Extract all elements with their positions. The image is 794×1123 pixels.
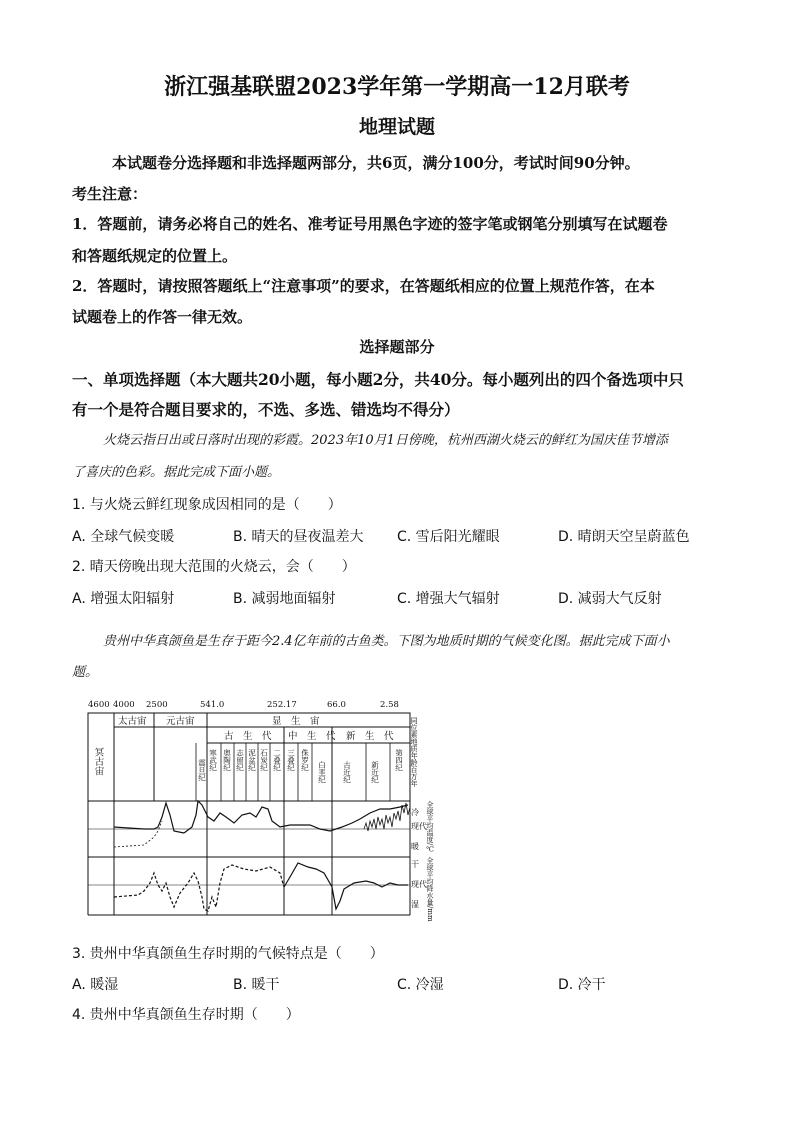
exam-title: 浙江强基联盟2023学年第一学期高一12月联考 xyxy=(164,74,630,100)
age-label-2500: 2500 xyxy=(146,700,168,710)
period-permian: 二叠纪 xyxy=(272,749,282,772)
notice-item-2-line-1: 2．答题时，请按照答题纸上“注意事项”的要求，在答题纸相应的位置上规范作答，在本 xyxy=(72,277,655,295)
temp-axis-label: 全球平均温度/℃ xyxy=(426,801,434,854)
question-1-option-a[interactable]: A. 全球气候变暖 xyxy=(72,529,175,545)
question-2-option-c[interactable]: C. 增强大气辐射 xyxy=(397,591,500,607)
climate-change-figure xyxy=(84,697,454,927)
temperature-curve xyxy=(114,803,184,833)
era-cenozoic-label: 新 生 代 xyxy=(346,731,394,742)
passage-2-line-2: 题。 xyxy=(72,665,99,680)
notice-label: 考生注意： xyxy=(72,185,148,203)
eon-phanerozoic-label: 显 生 宙 xyxy=(272,716,320,727)
period-triassic: 三叠纪 xyxy=(286,749,296,772)
eon-proterozoic-label: 元古宙 xyxy=(166,716,195,727)
question-3-stem: 3. 贵州中华真颌鱼生存时期的气候特点是（ ） xyxy=(72,946,384,962)
question-3-option-a[interactable]: A. 暖湿 xyxy=(72,977,119,993)
period-carboniferous: 石炭纪 xyxy=(259,749,269,772)
precip-now-label: 现代 xyxy=(411,880,427,889)
question-4-stem: 4. 贵州中华真颌鱼生存时期（ ） xyxy=(72,1007,300,1023)
question-1-stem: 1. 与火烧云鲜红现象成因相同的是（ ） xyxy=(72,497,342,513)
question-1-option-c[interactable]: C. 雪后阳光耀眼 xyxy=(397,529,500,545)
period-cretaceous: 白垩纪 xyxy=(317,761,327,784)
question-3-option-c[interactable]: C. 冷湿 xyxy=(397,977,444,993)
period-quaternary: 第四纪 xyxy=(394,749,404,772)
era-paleozoic-label: 古 生 代 xyxy=(224,731,272,742)
age-label-252: 252.17 xyxy=(267,700,297,710)
temp-warm-label: 暖 xyxy=(411,842,419,851)
passage-1-line-1: 火烧云指日出或日落时出现的彩霞。2023年10月1日傍晚，杭州西湖火烧云的鲜红为国庆佳节增添 xyxy=(103,433,668,448)
age-label-2.58: 2.58 xyxy=(380,700,399,710)
age-label-541: 541.0 xyxy=(200,700,225,710)
temp-now-label: 现代 xyxy=(411,822,427,831)
exam-subject: 地理试题 xyxy=(358,116,435,138)
question-2-stem: 2. 晴天傍晚出现大范围的火烧云，会（ ） xyxy=(72,559,356,575)
eon-hadean-label: 冥古宙 xyxy=(92,747,104,776)
part1-instruction-line-1: 一、单项选择题（本大题共20小题，每小题2分，共40分。每小题列出的四个备选项中只 xyxy=(72,370,684,389)
period-sinian: 震旦纪 xyxy=(197,759,207,782)
age-label-4000: 4000 xyxy=(113,700,135,710)
question-3-option-b[interactable]: B. 暖干 xyxy=(233,977,280,993)
eon-archean-label: 太古宙 xyxy=(118,716,147,727)
age-axis-label: 同位素地质年龄百万年 xyxy=(410,717,418,787)
question-2-option-a[interactable]: A. 增强太阳辐射 xyxy=(72,591,175,607)
question-3-option-d[interactable]: D. 冷干 xyxy=(558,977,606,993)
period-jurassic: 侏罗纪 xyxy=(300,749,310,772)
precip-axis-label: 全球平均降水量/mm xyxy=(426,857,434,922)
exam-intro: 本试题卷分选择题和非选择题两部分，共6页，满分100分，考试时间90分钟。 xyxy=(112,154,640,172)
era-mesozoic-label: 中 生 代 xyxy=(288,731,336,742)
temp-cold-label: 冷 xyxy=(411,808,419,817)
period-paleogene: 古近纪 xyxy=(342,761,352,784)
notice-item-1-line-1: 1．答题前，请务必将自己的姓名、准考证号用黑色字迹的签字笔或钢笔分别填写在试题卷 xyxy=(72,215,668,233)
notice-item-2-line-2: 试题卷上的作答一律无效。 xyxy=(72,308,253,326)
question-1-option-b[interactable]: B. 晴天的昼夜温差大 xyxy=(233,529,364,545)
passage-1-line-2: 了喜庆的色彩。据此完成下面小题。 xyxy=(72,465,281,480)
passage-2-line-1: 贵州中华真颌鱼是生存于距今2.4亿年前的古鱼类。下图为地质时期的气候变化图。据此完成下面小 xyxy=(103,634,670,649)
part1-instruction-line-2: 有一个是符合题目要求的，不选、多选、错选均不得分） xyxy=(72,400,460,419)
precipitation-curve xyxy=(284,863,408,909)
precip-dry-label: 干 xyxy=(411,860,419,869)
period-silurian: 志留纪 xyxy=(235,749,245,772)
period-neogene: 新近纪 xyxy=(370,761,380,784)
age-label-66: 66.0 xyxy=(327,700,346,710)
period-cambrian: 寒武纪 xyxy=(208,749,218,772)
question-1-option-d[interactable]: D. 晴朗天空呈蔚蓝色 xyxy=(558,529,690,545)
age-label-4600: 4600 xyxy=(88,700,110,710)
question-2-option-b[interactable]: B. 减弱地面辐射 xyxy=(233,591,336,607)
period-devonian: 泥盆纪 xyxy=(247,749,257,772)
question-2-option-d[interactable]: D. 减弱大气反射 xyxy=(558,591,662,607)
section-title: 选择题部分 xyxy=(359,338,435,356)
notice-item-1-line-2: 和答题纸规定的位置上。 xyxy=(72,247,238,265)
precip-wet-label: 湿 xyxy=(411,900,419,909)
period-ordovician: 奥陶纪 xyxy=(222,749,232,772)
